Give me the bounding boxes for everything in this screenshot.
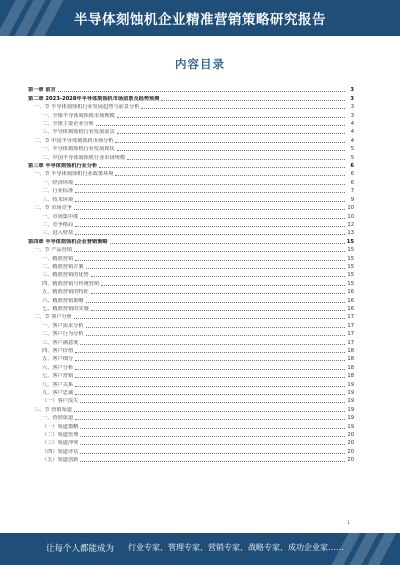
toc-leader-dots [75, 418, 345, 420]
toc-entry-page: 19 [347, 390, 354, 397]
toc-entry-title: 三、技术环境 [42, 196, 74, 203]
toc-entry[interactable] [28, 430, 354, 438]
toc-entry-page: 12 [347, 221, 354, 228]
toc-entry[interactable] [28, 371, 354, 379]
toc-entry-title: 四、客户价值 [42, 348, 74, 354]
toc-entry-page: 19 [347, 423, 354, 430]
toc-entry-page: 17 [347, 314, 354, 321]
toc-entry[interactable] [28, 85, 354, 93]
toc-leader-dots [80, 443, 345, 445]
toc-entry-title: 五、客户细分 [42, 356, 74, 363]
toc-entry[interactable] [28, 203, 354, 211]
toc-entry[interactable] [28, 161, 354, 169]
toc-entry-title: （四）渠道评估 [42, 448, 79, 455]
toc-entry-title: 第三章 半导体刻蚀机行业分析 [28, 163, 98, 170]
toc-entry[interactable] [28, 135, 354, 143]
toc-entry-page: 4 [350, 129, 354, 136]
toc-entry-title: 九、客户忠诚 [42, 390, 74, 397]
toc-entry[interactable] [28, 228, 354, 236]
toc-entry-page: 16 [347, 305, 354, 312]
toc-entry-page: 19 [347, 381, 354, 388]
toc-entry-title: 七、精准营销的实施 [42, 305, 89, 312]
toc-entry[interactable] [28, 446, 354, 454]
toc-entry-title: 一、节 半导体刻蚀机行业发展趋势与前景分析 [34, 104, 140, 111]
toc-entry[interactable] [28, 211, 354, 219]
toc-entry-page: 3 [350, 95, 354, 102]
toc-leader-dots [58, 90, 345, 92]
toc-leader-dots [115, 141, 345, 143]
toc-entry-title: 二、中国半导体刻蚀机行业市场规模 [42, 154, 126, 161]
toc-entry-page: 5 [350, 146, 354, 153]
toc-leader-dots [80, 460, 345, 462]
toc-entry-title: 三、精准营销的优势 [42, 272, 89, 279]
toc-entry-page: 3 [350, 104, 354, 111]
toc-entry[interactable] [28, 152, 354, 160]
toc-leader-dots [86, 334, 345, 336]
toc-leader-dots [74, 250, 345, 252]
page-number: 1 [347, 521, 350, 526]
toc-entry-page: 6 [350, 163, 354, 170]
toc-entry-page: 5 [350, 154, 354, 161]
footer-decoration [330, 533, 400, 565]
toc-leader-dots [75, 351, 345, 353]
toc-entry-page: 15 [347, 263, 354, 270]
toc-leader-dots [86, 267, 345, 269]
toc-entry-title: 八、客户关系 [42, 381, 74, 388]
toc-leader-dots [91, 309, 345, 311]
toc-entry-title: 二、节 客户分析 [34, 314, 72, 321]
toc-entry-title: 三、节 营销渠道 [34, 406, 72, 413]
toc-entry-title: 第一章 前言 [28, 87, 56, 94]
toc-entry-page: 20 [347, 448, 354, 455]
toc-entry[interactable] [28, 438, 354, 446]
toc-leader-dots [96, 124, 345, 126]
toc-leader-dots [117, 149, 345, 151]
toc-entry[interactable] [28, 346, 354, 354]
toc-entry[interactable] [28, 379, 354, 387]
toc-leader-dots [161, 99, 345, 101]
toc-entry[interactable] [28, 329, 354, 337]
toc-leader-dots [75, 259, 345, 261]
toc-leader-dots [74, 317, 345, 319]
toc-entry-page: 15 [347, 255, 354, 262]
toc-entry[interactable] [28, 93, 354, 101]
toc-entry-title: 二、全球主要企业分析 [42, 121, 94, 128]
toc-entry[interactable] [28, 110, 354, 118]
toc-leader-dots [99, 166, 345, 168]
toc-entry[interactable] [28, 102, 354, 110]
toc-leader-dots [80, 435, 345, 437]
toc-entry-title: 三、进入壁垒 [42, 230, 74, 237]
toc-entry[interactable] [28, 119, 354, 127]
toc-entry-title: （五）渠道创新 [42, 457, 79, 464]
toc-leader-dots [117, 132, 345, 134]
toc-entry[interactable] [28, 304, 354, 312]
toc-entry[interactable] [28, 287, 354, 295]
toc-entry-title: 一、经济环境 [42, 179, 74, 186]
toc-entry-page: 18 [347, 356, 354, 363]
toc-entry[interactable] [28, 320, 354, 328]
toc-entry-title: 二、精准营销方案 [42, 263, 84, 270]
toc-entry-page: 16 [347, 297, 354, 304]
toc-title: 内容目录 [175, 57, 225, 71]
toc-entry-title: （一）客户流失 [42, 398, 79, 405]
toc-entry-title: 一、全球半导体刻蚀机市场规模 [42, 112, 115, 119]
toc-entry-page: 7 [350, 188, 354, 195]
toc-entry-page: 15 [347, 247, 354, 254]
toc-entry-page: 15 [346, 238, 354, 245]
toc-entry-title: 三、客户满意度 [42, 339, 79, 346]
toc-entry-page: 9 [350, 196, 354, 203]
toc-leader-dots [75, 183, 345, 185]
toc-entry-page: 3 [350, 87, 354, 94]
toc-entry-title: 一、市场集中度 [42, 213, 79, 220]
toc-entry-title: 一、客户需求分析 [42, 322, 84, 329]
footer-slogan: 让每个人都能成为 [46, 544, 115, 554]
toc-leader-dots [75, 368, 345, 370]
toc-entry-page: 13 [347, 230, 354, 237]
toc-entry-page: 18 [347, 364, 354, 371]
toc-entry[interactable] [28, 421, 354, 429]
toc-entry[interactable] [28, 169, 354, 177]
toc-entry-title: 一、节 产品营销 [34, 247, 72, 254]
toc-leader-dots [117, 116, 345, 118]
toc-entry[interactable] [28, 413, 354, 421]
toc-entry-title: （二）渠道管理 [42, 432, 79, 439]
toc-entry-page: 17 [347, 322, 354, 329]
toc-entry-title: 二、客户行为分析 [42, 331, 84, 338]
toc-entry-title: 一、节 半导体刻蚀机行业政策环境 [34, 171, 114, 178]
toc-leader-dots [75, 191, 345, 193]
toc-leader-dots [86, 301, 345, 303]
toc-entry-page: 20 [347, 440, 354, 447]
toc-leader-dots [75, 359, 345, 361]
toc-entry-title: 六、精准营销策略 [42, 297, 84, 304]
toc-entry-page: 3 [350, 112, 354, 119]
toc-entry[interactable] [28, 245, 354, 253]
toc-entry-page: 20 [347, 432, 354, 439]
toc-entry[interactable] [28, 144, 354, 152]
toc-entry[interactable] [28, 455, 354, 463]
toc-leader-dots [127, 158, 345, 160]
toc-entry-page: 19 [347, 415, 354, 422]
toc-entry[interactable] [28, 127, 354, 135]
header-bar [0, 0, 400, 36]
toc-entry[interactable] [28, 220, 354, 228]
toc-entry-title: 六、客户分析 [42, 364, 74, 371]
toc-leader-dots [75, 385, 345, 387]
toc-entry[interactable] [28, 337, 354, 345]
footer-roles: 行业专家、管理专家、营销专家、战略专家、成功企业家…… [128, 543, 344, 552]
toc-entry-title: 第四章 半导体刻蚀机企业营销策略 [28, 238, 108, 245]
toc-entry[interactable] [28, 186, 354, 194]
toc-leader-dots [75, 233, 345, 235]
toc-entry[interactable] [28, 396, 354, 404]
toc-leader-dots [101, 284, 345, 286]
toc-leader-dots [75, 225, 345, 227]
toc-entry-page: 15 [347, 280, 354, 287]
toc-entry-page: 19 [347, 406, 354, 413]
toc-leader-dots [91, 275, 345, 277]
toc-leader-dots [75, 376, 345, 378]
toc-entry[interactable] [28, 270, 354, 278]
toc-entry-title: （一）渠道策略 [42, 423, 79, 430]
report-title: 半导体刻蚀机企业精准营销策略研究报告 [74, 12, 326, 28]
toc-entry-title: 四、精准营销与传统营销 [42, 280, 100, 287]
toc-entry-title: 二、竞争格局 [42, 221, 74, 228]
toc-leader-dots [80, 427, 345, 429]
toc-leader-dots [74, 410, 345, 412]
toc-entry-title: 二、节 中国半导体刻蚀机市场分析 [34, 137, 114, 144]
toc-entry-title: 二、节 市场竞争 [34, 205, 72, 212]
toc-entry[interactable] [28, 278, 354, 286]
toc-entry-page: 16 [347, 289, 354, 296]
toc-entry[interactable] [28, 236, 354, 244]
table-of-contents [28, 85, 354, 463]
toc-entry-page: 20 [347, 457, 354, 464]
toc-entry-title: 七、客户营销 [42, 373, 74, 380]
toc-entry[interactable] [28, 388, 354, 396]
toc-entry-title: 一、精准营销 [42, 255, 74, 262]
toc-entry-page: 17 [347, 339, 354, 346]
toc-leader-dots [91, 292, 345, 294]
toc-leader-dots [75, 393, 345, 395]
toc-leader-dots [80, 343, 345, 345]
toc-entry-title: 三、半导体刻蚀机行业发展前景 [42, 129, 115, 136]
toc-entry-page: 10 [347, 213, 354, 220]
toc-entry[interactable] [28, 295, 354, 303]
toc-entry-title: 二、行业标准 [42, 188, 74, 195]
toc-leader-dots [74, 208, 345, 210]
toc-entry-page: 6 [350, 179, 354, 186]
toc-entry-title: 五、精准营销的特征 [42, 289, 89, 296]
toc-entry[interactable] [28, 253, 354, 261]
toc-entry[interactable] [28, 262, 354, 270]
toc-leader-dots [86, 326, 345, 328]
toc-leader-dots [141, 107, 345, 109]
toc-entry-page: 19 [347, 398, 354, 405]
toc-entry[interactable] [28, 362, 354, 370]
toc-entry[interactable] [28, 404, 354, 412]
toc-entry-page: 4 [350, 137, 354, 144]
toc-entry[interactable] [28, 194, 354, 202]
toc-leader-dots [115, 174, 345, 176]
toc-entry-page: 15 [347, 272, 354, 279]
toc-entry-title: 一、营销渠道 [42, 415, 74, 422]
toc-leader-dots [110, 242, 345, 244]
toc-entry-title: 一、半导体刻蚀机行业发展现状 [42, 146, 115, 153]
toc-leader-dots [80, 452, 345, 454]
toc-entry[interactable] [28, 312, 354, 320]
toc-entry-page: 18 [347, 373, 354, 380]
toc-entry-title: 第二章 2023-2028年半导体刻蚀机市场前景及趋势预测 [28, 95, 160, 102]
toc-entry-page: 6 [350, 171, 354, 178]
toc-entry[interactable] [28, 354, 354, 362]
toc-leader-dots [80, 401, 345, 403]
toc-entry-page: 18 [347, 348, 354, 354]
toc-entry[interactable] [28, 177, 354, 185]
toc-entry-page: 4 [350, 121, 354, 128]
footer-bar [0, 533, 400, 565]
toc-leader-dots [75, 200, 345, 202]
toc-entry-page: 10 [347, 205, 354, 212]
toc-entry-page: 17 [347, 331, 354, 338]
toc-leader-dots [80, 217, 345, 219]
toc-entry-title: （三）渠道冲突 [42, 440, 79, 447]
